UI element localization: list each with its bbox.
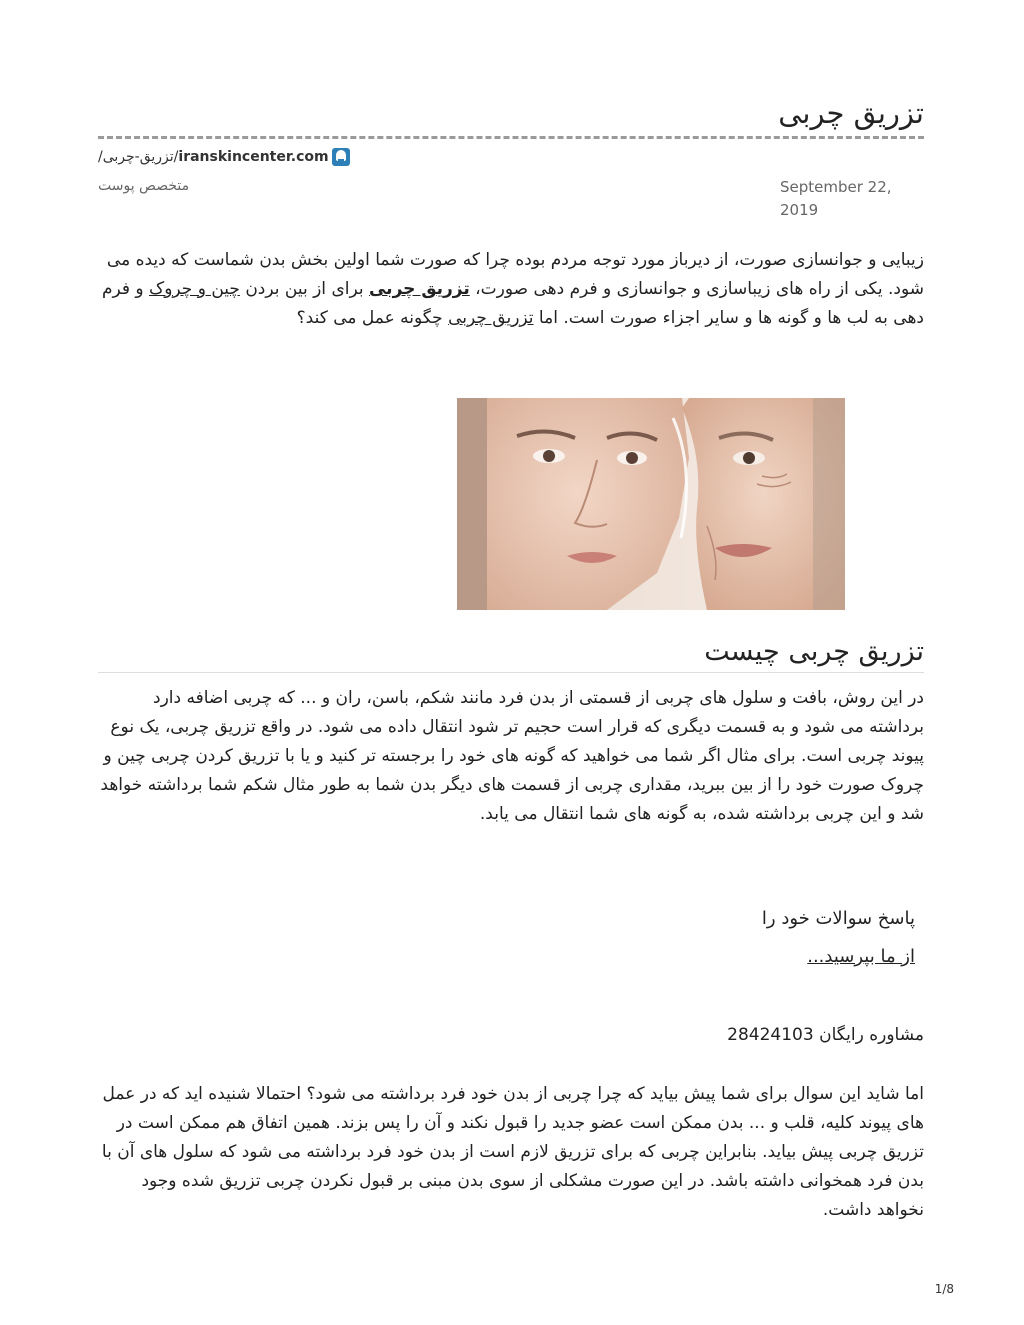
author-label: متخصص پوست [98,178,190,194]
publish-date: September 22, 2019 [780,178,892,219]
cta-question: پاسخ سوالات خود را [761,908,915,929]
intro-paragraph [98,246,924,333]
section-heading: تزریق چربی چیست [704,636,924,667]
title-divider [98,136,924,139]
intro-text-1: زیبایی و جوانسازی صورت، از دیرباز مورد توجه مردم بوده چرا که صورت شما اولین بخش بدن شماست که دیده می شود. یکی از راه های زیباسازی و جوانسازی و فرم دهی صورت، [106,250,924,299]
hero-image [457,398,845,610]
document-page [98,0,924,1325]
fat-injection-link-2[interactable]: تزریق چربی [448,308,534,328]
section-paragraph-1: در این روش، بافت و سلول های چربی از قسمتی از بدن فرد مانند شکم، باسن، ران و ... که چربی اضافه دارد برداشته می شود و به قسمت دیگری که قرار است حجیم تر شود انتقال داده می شود. در واقع تزریق چربی، یک نوع پیوند چربی است. برای مثال اگر شما می خواهید که گونه های خود را برجسته تر کنید و یا با تزریق کردن چربی چین و چروک صورت خود را از بین ببرید، مقداری چربی از قسمت های دیگر بدن شما به طور مثال شکم شما برداشته خواهد شد و این چربی برداشته شده، به گونه های شما انتقال می یابد. [100,688,924,824]
wrinkles-link[interactable]: چین و چروک [149,279,240,299]
section-divider [98,672,924,673]
source-domain[interactable]: iranskincenter.com [178,149,329,165]
intro-text-4: چگونه عمل می کند؟ [296,308,449,328]
site-favicon-icon [332,148,350,166]
free-consultation-phone: مشاوره رایگان 28424103 [727,1025,924,1045]
faces-illustration [457,398,845,610]
section-paragraph-2: اما شاید این سوال برای شما پیش بیاید که چرا چربی از بدن خود فرد برداشته می شود؟ احتمالا شنیده اید که در عمل های پیوند کلیه، قلب و ... بدن ممکن است عضو جدید را قبول نکند و آن را پس بزند. همین اتفاق هم ممکن است در تزریق چربی پیش بیاید. بنابراین چربی که برای تزریق لازم است از بدن خود فرد برداشته می شود که سلول های آن با بدن فرد همخوانی داشته باشد. در این صورت مشکلی از سوی بدن مبنی بر قبول نکردن چربی تزریق شده وجود نخواهد داشت. [101,1084,924,1220]
intro-text-2: برای از بین بردن [239,279,369,299]
page-title: تزریق چربی [778,96,924,130]
ask-us-link[interactable]: از ما بپرسید... [807,946,915,967]
source-path: /تزریق-چربی/ [98,149,179,165]
source-line[interactable] [98,146,350,168]
fat-injection-link[interactable]: تزریق چربی [368,279,470,299]
page-number: 1/8 [934,1282,954,1296]
intro-text-3: و فرم دهی به لب ها و گونه ها و سایر اجزاء صورت است. اما [101,279,924,328]
